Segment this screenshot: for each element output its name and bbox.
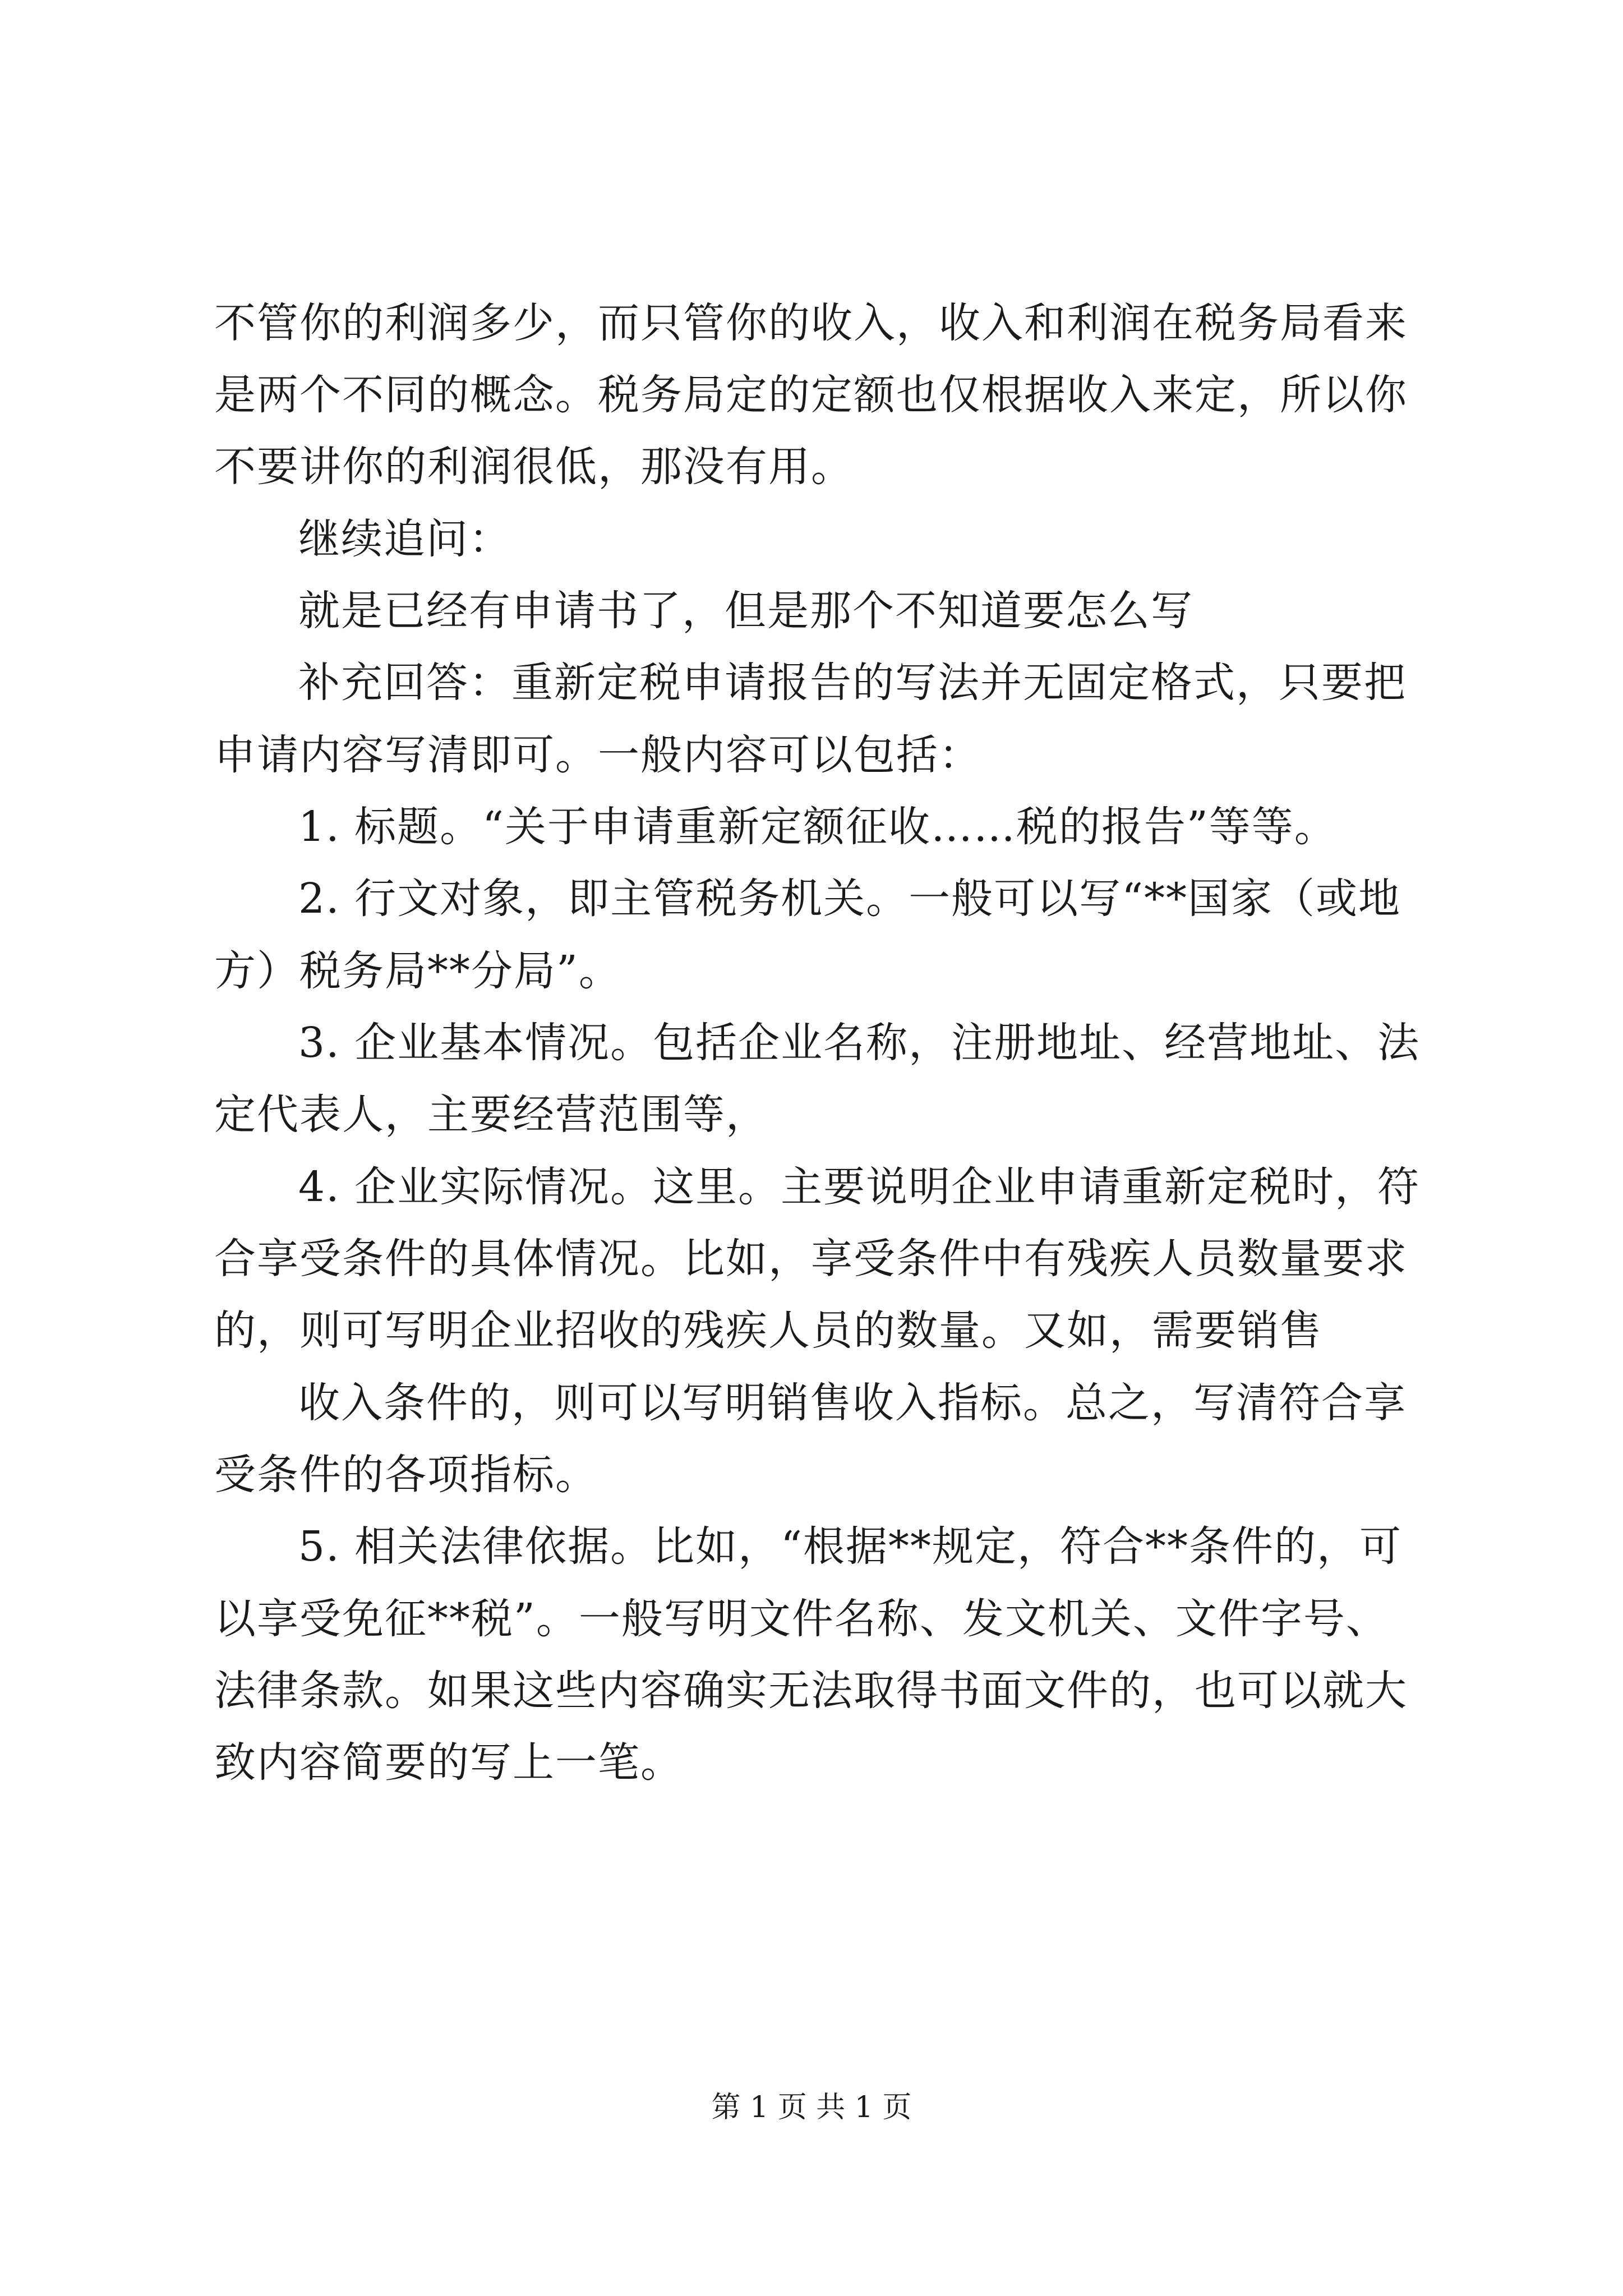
page-number-footer: 第 1 页 共 1 页 xyxy=(711,2091,912,2124)
text-line: 方）税务局**分局”。 xyxy=(214,947,621,995)
text-line: 法律条款。如果这些内容确实无法取得书面文件的，也可以就大 xyxy=(214,1667,1408,1715)
text-line: 申请内容写清即可。一般内容可以包括： xyxy=(214,731,981,779)
text-line: 收入条件的，则可以写明销售收入指标。总之，写清符合享 xyxy=(298,1379,1407,1427)
text-line: 3. 企业基本情况。包括企业名称，注册地址、经营地址、法 xyxy=(298,1019,1421,1067)
text-line: 合享受条件的具体情况。比如，享受条件中有残疾人员数量要求 xyxy=(214,1235,1408,1283)
text-line: 就是已经有申请书了，但是那个不知道要怎么写 xyxy=(298,587,1193,635)
text-line: 2. 行文对象，即主管税务机关。一般可以写“**国家（或地 xyxy=(298,875,1401,923)
text-line: 不要讲你的利润很低，那没有用。 xyxy=(214,443,854,491)
text-line: 不管你的利润多少，而只管你的收入，收入和利润在税务局看来 xyxy=(214,299,1408,347)
text-line: 是两个不同的概念。税务局定的定额也仅根据收入来定，所以你 xyxy=(214,371,1408,419)
text-line: 继续追问： xyxy=(298,515,511,563)
text-line: 受条件的各项指标。 xyxy=(214,1451,598,1499)
text-line: 5. 相关法律依据。比如，“根据**规定，符合**条件的，可 xyxy=(298,1522,1402,1571)
text-line: 定代表人，主要经营范围等， xyxy=(214,1091,768,1139)
text-line: 致内容简要的写上一笔。 xyxy=(214,1738,683,1787)
text-line: 以享受免征**税”。一般写明文件名称、发文机关、文件字号、 xyxy=(214,1595,1389,1643)
text-line: 4. 企业实际情况。这里。主要说明企业申请重新定税时，符 xyxy=(298,1163,1421,1211)
text-line: 补充回答：重新定税申请报告的写法并无固定格式，只要把 xyxy=(298,659,1407,707)
text-line: 的，则可写明企业招收的残疾人员的数量。又如，需要销售 xyxy=(214,1306,1322,1355)
text-line: 1. 标题。“关于申请重新定额征收……税的报告”等等。 xyxy=(298,803,1337,851)
